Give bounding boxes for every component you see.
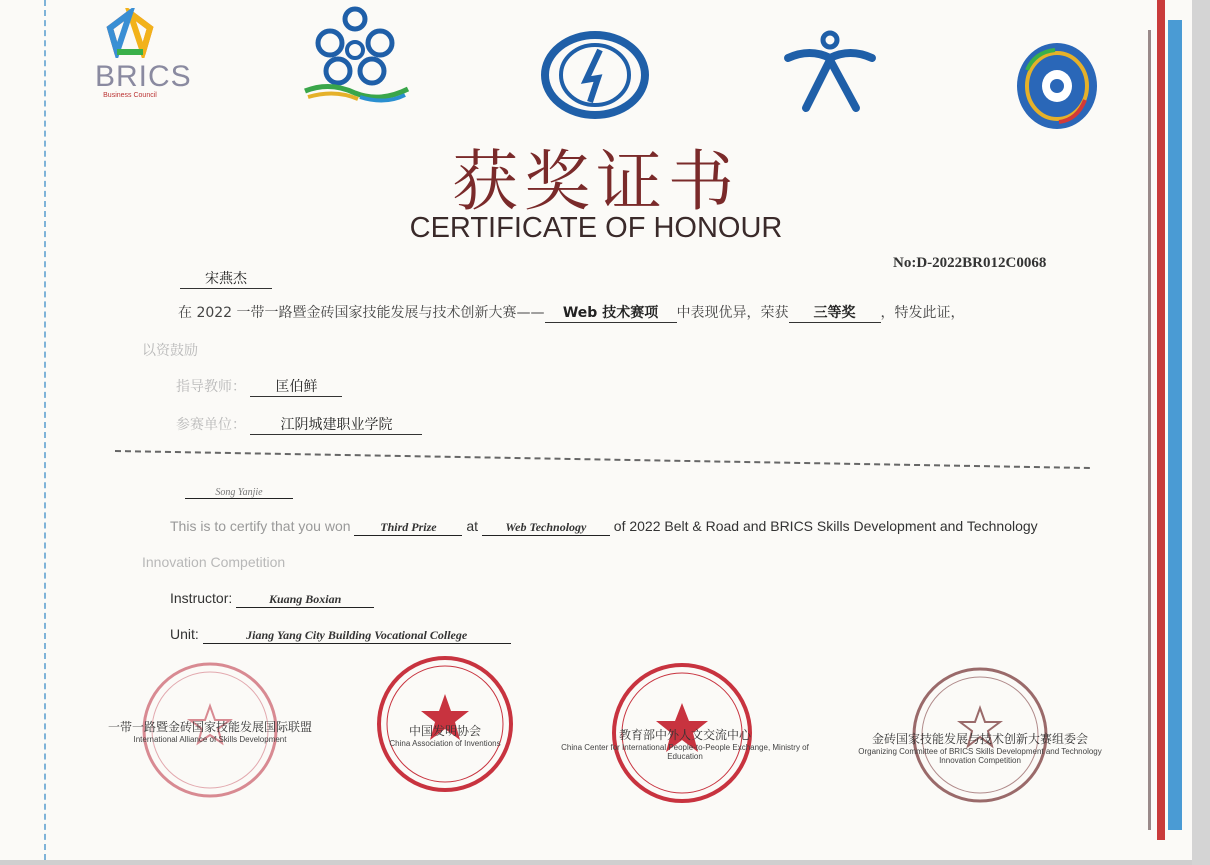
circle-logo	[1015, 40, 1100, 130]
knot-logo	[300, 5, 410, 105]
recipient-name-en-line	[185, 482, 293, 499]
brics-logo-subtext: Business Council	[103, 92, 157, 99]
figure-logo	[780, 30, 880, 115]
seal-label-alliance	[85, 718, 335, 744]
award-intro-en: This is to certify that you won	[170, 518, 351, 534]
ribbon-red	[1157, 0, 1165, 840]
recipient-name-cn: 宋燕杰	[180, 268, 272, 289]
award-end-cn: ，特发此证，	[880, 305, 965, 321]
unit-label-en: Unit:	[170, 626, 199, 642]
unit-cn: 江阴城建职业学院	[250, 414, 422, 435]
instructor-label-cn: 指导教师：	[176, 379, 246, 395]
award-line-en	[170, 518, 1038, 536]
award-competition-en: Innovation Competition	[142, 554, 286, 570]
brics-logo-text: BRICS	[95, 60, 192, 93]
seal-invention-cn: 中国发明协会	[408, 724, 481, 738]
seal-alliance-cn: 一带一路暨金砖国家技能发展国际联盟	[107, 720, 312, 734]
award-end-en: of 2022 Belt & Road and BRICS Skills Development and Technology	[613, 518, 1038, 534]
certificate-number: No:D-2022BR012C0068	[893, 255, 1047, 271]
title-chinese: 获奖证书	[452, 143, 740, 220]
section-divider	[115, 450, 1090, 469]
seal-committee-en: Organizing Committee of BRICS Skills Development and Technology Innovation Competition	[858, 747, 1102, 765]
instructor-label-en: Instructor:	[170, 590, 233, 606]
unit-label-cn: 参赛单位：	[176, 417, 246, 433]
brics-logo	[95, 8, 192, 108]
award-intro-cn: 在 2022 一带一路暨金砖国家技能发展与技术创新大赛——	[178, 305, 545, 321]
seal-label-committee	[840, 730, 1120, 765]
instructor-en: Kuang Boxian	[236, 592, 374, 608]
scan-edge	[1192, 0, 1210, 865]
seal-exchange-cn: 教育部中外人文交流中心	[618, 728, 751, 742]
recipient-name-cn-line	[180, 268, 272, 289]
seal-committee-cn: 金砖国家技能发展与技术创新大赛组委会	[871, 732, 1088, 746]
seal-exchange-en: China Center for International People-to-People Exchange, Ministry of Education	[561, 743, 809, 761]
prize-cn: 三等奖	[789, 302, 881, 323]
unit-en: Jiang Yang City Building Vocational College	[203, 628, 511, 644]
award-encourage-cn: 以资鼓励	[142, 343, 198, 359]
unit-line-cn	[176, 414, 422, 435]
instructor-line-en	[170, 590, 374, 608]
seal-alliance-en: International Alliance of Skills Development	[133, 735, 287, 744]
recipient-name-en: Song Yanjie	[185, 487, 293, 499]
unit-line-en	[170, 626, 511, 644]
award-mid-cn: 中表现优异，荣获	[676, 305, 789, 321]
seal-label-invention	[360, 722, 530, 748]
award-at-en: at	[466, 518, 478, 534]
instructor-line-cn	[176, 376, 342, 397]
event-cn: Web 技术赛项	[545, 302, 677, 323]
seal-logo	[540, 30, 650, 120]
event-en: Web Technology	[482, 520, 610, 536]
instructor-cn: 匡伯鲜	[250, 376, 342, 397]
title-english: CERTIFICATE OF HONOUR	[409, 212, 783, 244]
prize-en: Third Prize	[354, 520, 462, 536]
award-line-cn	[178, 302, 965, 323]
seal-invention-en: China Association of Inventions	[389, 739, 501, 748]
seal-label-exchange	[555, 726, 815, 761]
